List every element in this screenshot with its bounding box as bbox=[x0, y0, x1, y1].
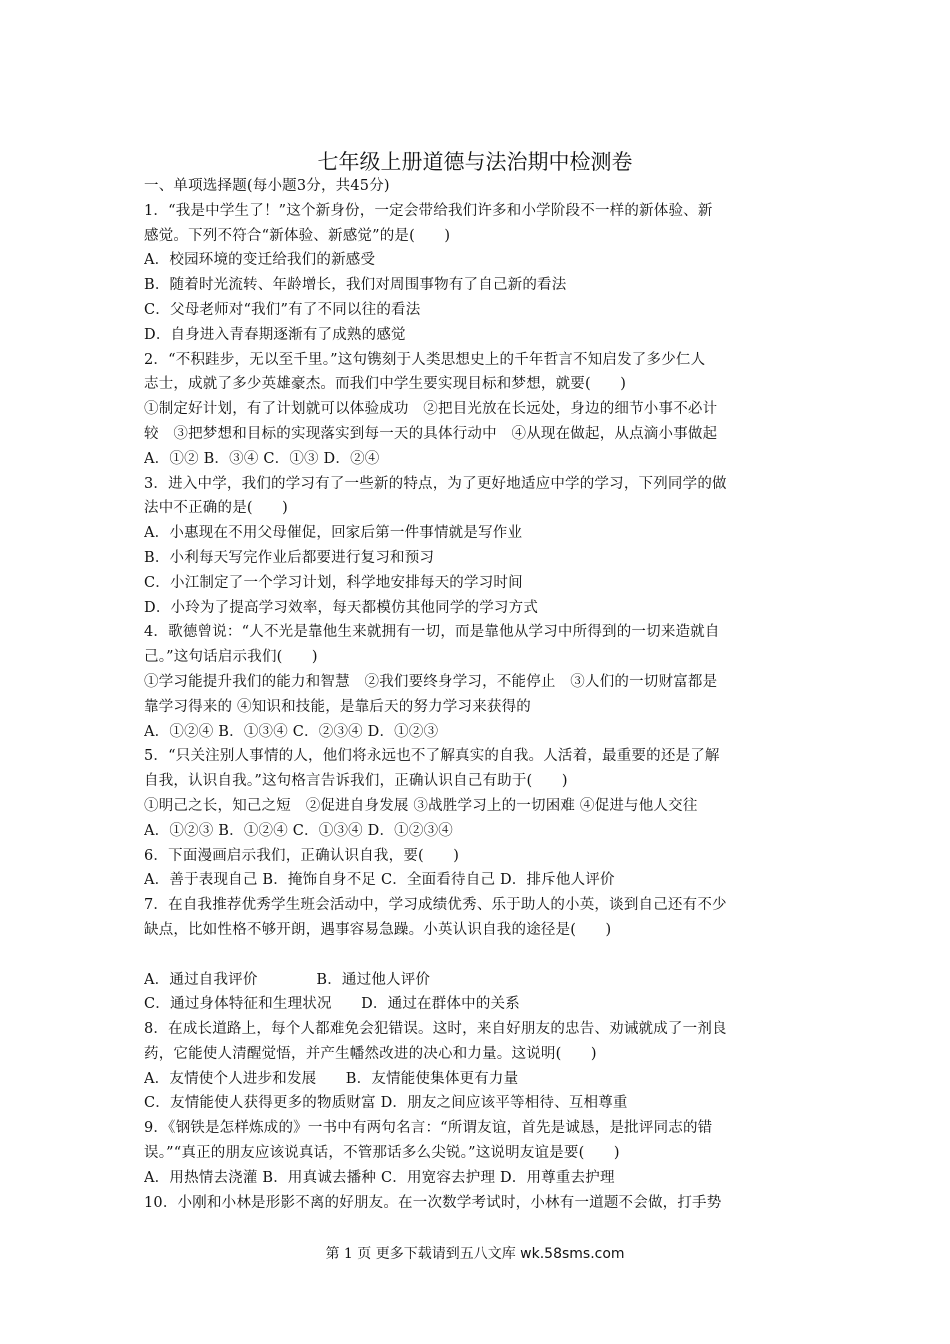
text-line: B．小利每天写完作业后都要进行复习和预习 bbox=[144, 549, 435, 566]
text-line: A．用热情去浇灌 B．用真诚去播种 C．用宽容去护理 D．用尊重去护理 bbox=[144, 1169, 615, 1186]
text-line: 8．在成长道路上，每个人都难免会犯错误。这时，来自好朋友的忠告、劝诫就成了一剂良 bbox=[144, 1021, 727, 1038]
text-line: 误。”“真正的朋友应该说真话，不管那话多么尖锐。”这说明友谊是要( ) bbox=[144, 1145, 620, 1162]
text-line: ①制定好计划，有了计划就可以体验成功 ②把目光放在长远处，身边的细节小事不必计 bbox=[144, 401, 718, 418]
text-line: A．①②③ B．①②④ C．①③④ D．①②③④ bbox=[144, 822, 453, 839]
exam-content bbox=[144, 174, 814, 1215]
text-line: C．友情能使人获得更多的物质财富 D．朋友之间应该平等相待、互相尊重 bbox=[144, 1095, 628, 1112]
text-line: 5．“只关注别人事情的人，他们将永远也不了解真实的自我。人活着，最重要的还是了解 bbox=[144, 748, 720, 765]
text-line: 缺点，比如性格不够开朗，遇事容易急躁。小英认识自我的途径是( ) bbox=[144, 921, 612, 938]
text-line: A．小惠现在不用父母催促，回家后第一件事情就是写作业 bbox=[144, 525, 523, 542]
text-line: 4．歌德曾说：“人不光是靠他生来就拥有一切，而是靠他从学习中所得到的一切来造就自 bbox=[144, 624, 720, 641]
text-line: 靠学习得来的 ④知识和技能，是靠后天的努力学习来获得的 bbox=[144, 698, 532, 715]
text-line: A．①②④ B．①③④ C．②③④ D．①②③ bbox=[144, 723, 439, 740]
text-line: 9．《钢铁是怎样炼成的》一书中有两句名言：“所谓友谊，首先是诚恳，是批评同志的错 bbox=[144, 1120, 713, 1137]
text-line: D．自身进入青春期逐渐有了成熟的感觉 bbox=[144, 326, 406, 343]
text-line: C．小江制定了一个学习计划，科学地安排每天的学习时间 bbox=[144, 574, 523, 591]
text-line: 志士，成就了多少英雄豪杰。而我们中学生要实现目标和梦想，就要( ) bbox=[144, 376, 627, 393]
text-line: 法中不正确的是( ) bbox=[144, 500, 289, 517]
text-line: 7．在自我推荐优秀学生班会活动中，学习成绩优秀、乐于助人的小英，谈到自己还有不少 bbox=[144, 897, 727, 914]
text-line: A．校园环境的变迁给我们的新感受 bbox=[144, 252, 376, 269]
text-line: C．父母老师对“我们”有了不同以往的看法 bbox=[144, 301, 421, 318]
text-line: 较 ③把梦想和目标的实现落实到每一天的具体行动中 ④从现在做起，从点滴小事做起 bbox=[144, 425, 718, 442]
text-line: A．善于表现自己 B．掩饰自身不足 C．全面看待自己 D．排斥他人评价 bbox=[144, 872, 615, 889]
text-line: ①明己之长，知己之短 ②促进自身发展 ③战胜学习上的一切困难 ④促进与他人交往 bbox=[144, 797, 698, 814]
text-line: A．通过自我评价 B．通过他人评价 bbox=[144, 971, 431, 988]
text-line: D．小玲为了提高学习效率，每天都模仿其他同学的学习方式 bbox=[144, 599, 539, 616]
text-line: A．①② B．③④ C．①③ D．②④ bbox=[144, 450, 380, 467]
page-footer bbox=[0, 1243, 950, 1265]
footer-site-link[interactable]: wk.58sms.com bbox=[520, 1246, 625, 1262]
footer-page-info: 第 1 页 更多下载请到五八文库 bbox=[325, 1246, 521, 1262]
text-line: 10．小刚和小林是形影不离的好朋友。在一次数学考试时，小林有一道题不会做，打手势 bbox=[144, 1194, 722, 1211]
text-line: 己。”这句话启示我们( ) bbox=[144, 649, 318, 666]
text-line: 1．“我是中学生了！”这个新身份，一定会带给我们许多和小学阶段不一样的新体验、新 bbox=[144, 202, 713, 219]
text-line: B．随着时光流转、年龄增长，我们对周围事物有了自己新的看法 bbox=[144, 277, 567, 294]
text-line: A．友情使个人进步和发展 B．友情能使集体更有力量 bbox=[144, 1070, 519, 1087]
text-line: 一、单项选择题(每小题3分，共45分) bbox=[144, 178, 390, 194]
text-line: 感觉。下列不符合“新体验、新感觉”的是( ) bbox=[144, 227, 451, 244]
text-line: 药，它能使人清醒觉悟，并产生幡然改进的决心和力量。这说明( ) bbox=[144, 1045, 597, 1062]
text-line: ①学习能提升我们的能力和智慧 ②我们要终身学习，不能停止 ③人们的一切财富都是 bbox=[144, 673, 718, 690]
text-line: 6．下面漫画启示我们，正确认识自我，要( ) bbox=[144, 847, 460, 864]
text-line: C．通过身体特征和生理状况 D．通过在群体中的关系 bbox=[144, 996, 520, 1013]
text-line bbox=[144, 943, 814, 968]
text-line: 自我，认识自我。”这句格言告诉我们，正确认识自己有助于( ) bbox=[144, 773, 568, 790]
text-line: 2．“不积跬步，无以至千里。”这句镌刻于人类思想史上的千年哲言不知启发了多少仁人 bbox=[144, 351, 706, 368]
text-line: 3．进入中学，我们的学习有了一些新的特点，为了更好地适应中学的学习，下列同学的做 bbox=[144, 475, 727, 492]
page-title: 七年级上册道德与法治期中检测卷 bbox=[317, 150, 633, 174]
